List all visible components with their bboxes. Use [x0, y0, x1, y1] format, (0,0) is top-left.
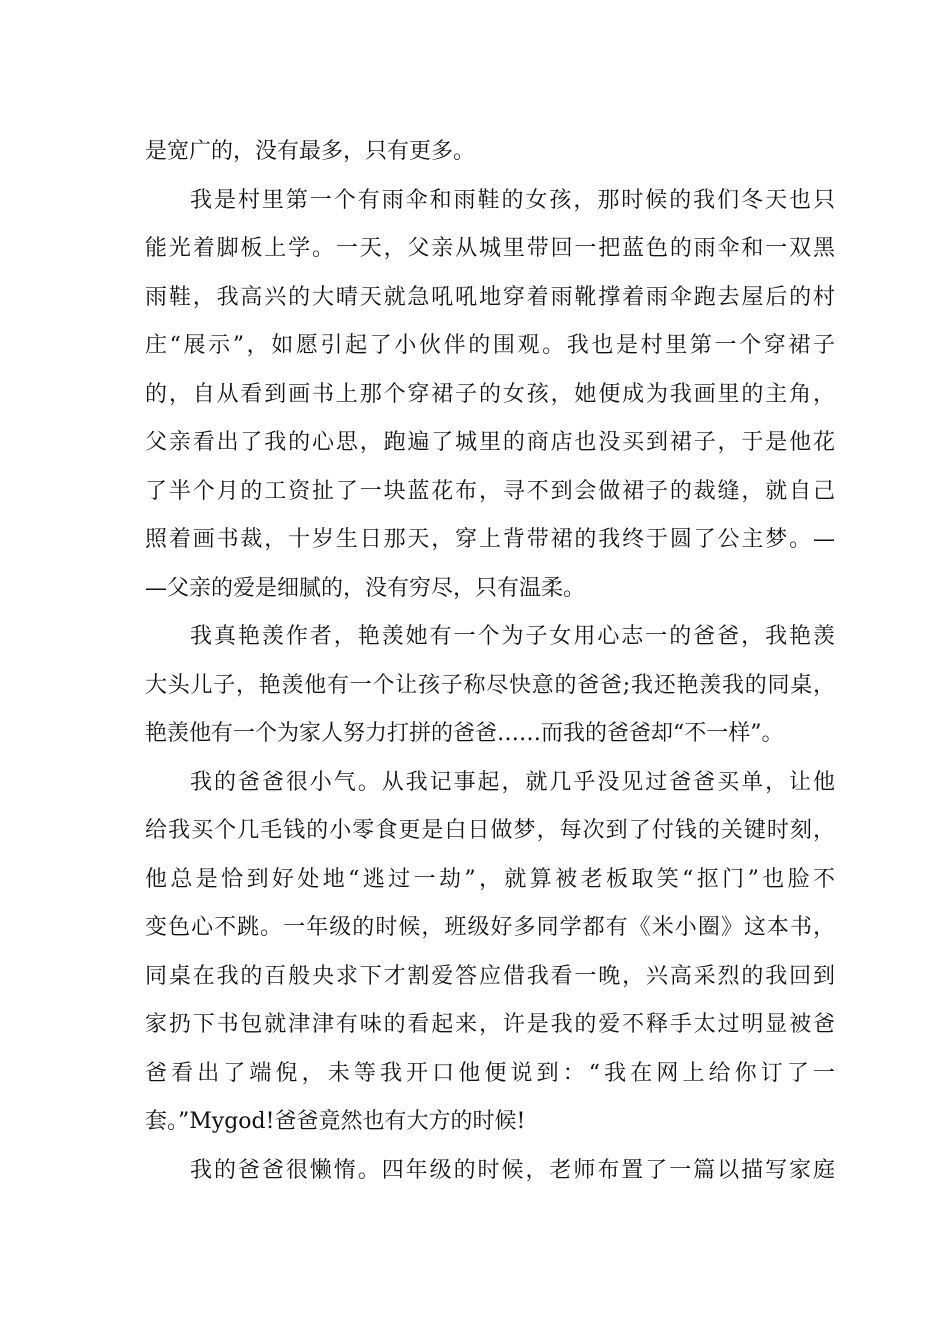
text-line: 家扔下书包就津津有味的看起来，许是我的爱不释手太过明显被爸 — [145, 1012, 835, 1037]
text-line: 的，自从看到画书上那个穿裙子的女孩，她便成为我画里的主角， — [145, 381, 835, 407]
text-line: 照着画书裁，十岁生日那天，穿上背带裙的我终于圆了公主梦。— — [145, 527, 835, 552]
text-line: 爸看出了端倪，未等我开口他便说到：“我在网上给你订了一 — [145, 1060, 835, 1086]
text-line: 大头儿子，艳羡他有一个让孩子称尽快意的爸爸;我还艳羡我的同桌， — [145, 672, 835, 698]
text-line: —父亲的爱是细腻的，没有穷尽，只有温柔。 — [145, 575, 586, 601]
text-line: 我真艳羡作者，艳羡她有一个为子女用心志一的爸爸，我艳羡 — [190, 624, 835, 649]
text-line: 艳羡他有一个为家人努力打拼的爸爸……而我的爸爸却“不一样”。 — [145, 721, 784, 746]
text-line: 我的爸爸很懒惰。四年级的时候，老师布置了一篇以描写家庭 — [190, 1157, 835, 1183]
text-line: 能光着脚板上学。一天，父亲从城里带回一把蓝色的雨伞和一双黑 — [145, 236, 835, 261]
text-line: 给我买个几毛钱的小零食更是白日做梦，每次到了付钱的关键时刻， — [145, 818, 835, 843]
text-line: 我的爸爸很小气。从我记事起，就几乎没见过爸爸买单，让他 — [190, 769, 835, 795]
text-line: 庄“展示”，如愿引起了小伙伴的围观。我也是村里第一个穿裙子 — [145, 333, 835, 358]
text-line: 父亲看出了我的心思，跑遍了城里的商店也没买到裙子，于是他花 — [145, 430, 835, 455]
text-line: 雨鞋，我高兴的大晴天就急吼吼地穿着雨靴撑着雨伞跑去屋后的村 — [145, 284, 835, 310]
text-line: 套。”Mygod!爸爸竟然也有大方的时候! — [145, 1109, 526, 1134]
text-line: 他总是恰到好处地“逃过一劫”，就算被老板取笑“抠门”也脸不 — [145, 866, 835, 892]
text-line: 了半个月的工资扯了一块蓝花布，寻不到会做裙子的裁缝，就自己 — [145, 478, 835, 504]
text-line: 变色心不跳。一年级的时候，班级好多同学都有《米小圈》这本书， — [145, 915, 835, 940]
text-line: 我是村里第一个有雨伞和雨鞋的女孩，那时候的我们冬天也只 — [190, 187, 835, 213]
body-text — [145, 128, 835, 1195]
text-line: 同桌在我的百般央求下才割爱答应借我看一晚，兴高采烈的我回到 — [145, 963, 835, 989]
text-line: 是宽广的，没有最多，只有更多。 — [145, 139, 476, 164]
